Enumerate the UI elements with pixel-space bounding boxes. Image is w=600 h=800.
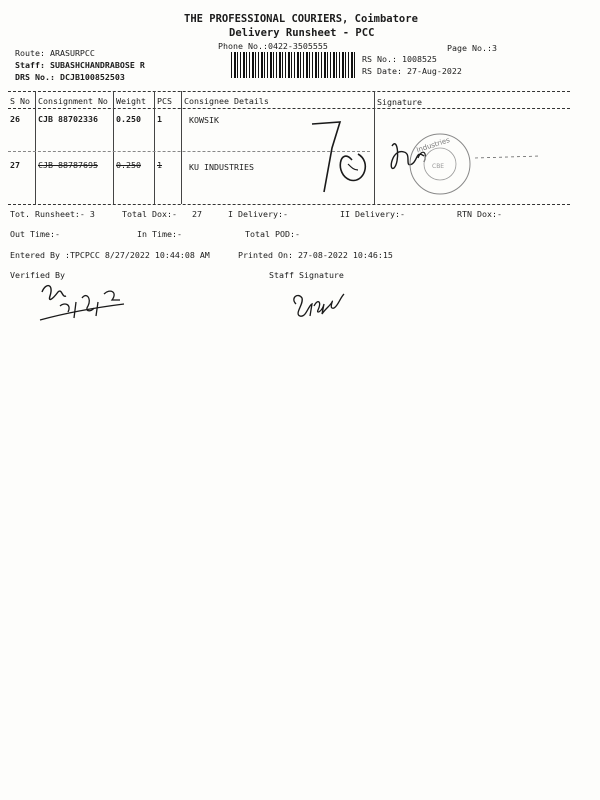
row-2-consignment: CJB 88787695	[38, 160, 98, 170]
i-delivery: I Delivery:-	[228, 209, 288, 219]
row-2-sno: 27	[10, 160, 20, 170]
company-name: THE PROFESSIONAL COURIERS, Coimbatore	[184, 13, 418, 25]
staff-name: Staff: SUBASHCHANDRABOSE R	[15, 60, 145, 70]
table-bottom-rule	[8, 204, 570, 205]
col-signature-header: Signature	[377, 97, 422, 107]
row-1-pcs: 1	[157, 114, 162, 124]
delivery-signature-marks	[300, 118, 570, 204]
col-consignment-header: Consignment No	[38, 96, 108, 106]
staff-signature-label: Staff Signature	[269, 270, 344, 280]
barcode	[231, 52, 355, 78]
col-pcs-header: PCS	[157, 96, 172, 106]
col-sno-header: S No	[10, 96, 30, 106]
printed-on: Printed On: 27-08-2022 10:46:15	[238, 250, 393, 260]
in-time: In Time:-	[137, 229, 182, 239]
col-weight-header: Weight	[116, 96, 146, 106]
staff-signature	[288, 284, 358, 324]
table-top-rule	[8, 91, 570, 92]
rs-date: RS Date: 27-Aug-2022	[362, 66, 462, 76]
row-1-weight: 0.250	[116, 114, 141, 124]
phone-number: Phone No.:0422-3505555	[218, 41, 328, 51]
out-time: Out Time:-	[10, 229, 60, 239]
row-1-consignee: KOWSIK	[189, 115, 219, 125]
row-1-consignment: CJB 88702336	[38, 114, 98, 124]
col-sep	[154, 91, 155, 204]
row-2-weight: 0.250	[116, 160, 141, 170]
total-runsheet: Tot. Runsheet:- 3	[10, 209, 95, 219]
ii-delivery: II Delivery:-	[340, 209, 405, 219]
route: Route: ARASURPCC	[15, 48, 95, 58]
col-consignee-header: Consignee Details	[184, 96, 269, 106]
rs-number: RS No.: 1008525	[362, 54, 437, 64]
col-sep	[181, 91, 182, 204]
entered-by: Entered By :TPCPCC 8/27/2022 10:44:08 AM	[10, 250, 210, 260]
stamp-text: Industries	[415, 136, 451, 155]
total-pod: Total POD:-	[245, 229, 300, 239]
col-sep	[35, 91, 36, 204]
verified-by-signature	[32, 278, 132, 326]
total-dox-label: Total Dox:-	[122, 209, 177, 219]
page-number: Page No.:3	[447, 43, 497, 53]
row-1-sno: 26	[10, 114, 20, 124]
drs-number: DRS No.: DCJB100852503	[15, 72, 125, 82]
runsheet-title: Delivery Runsheet - PCC	[229, 27, 375, 39]
total-dox-value: 27	[192, 209, 202, 219]
svg-text:CBE: CBE	[432, 163, 445, 170]
verified-by-label: Verified By	[10, 270, 65, 280]
rtn-dox: RTN Dox:-	[457, 209, 502, 219]
col-sep	[113, 91, 114, 204]
table-header-rule	[8, 108, 570, 109]
row-2-consignee: KU INDUSTRIES	[189, 162, 254, 172]
row-2-pcs: 1	[157, 160, 162, 170]
